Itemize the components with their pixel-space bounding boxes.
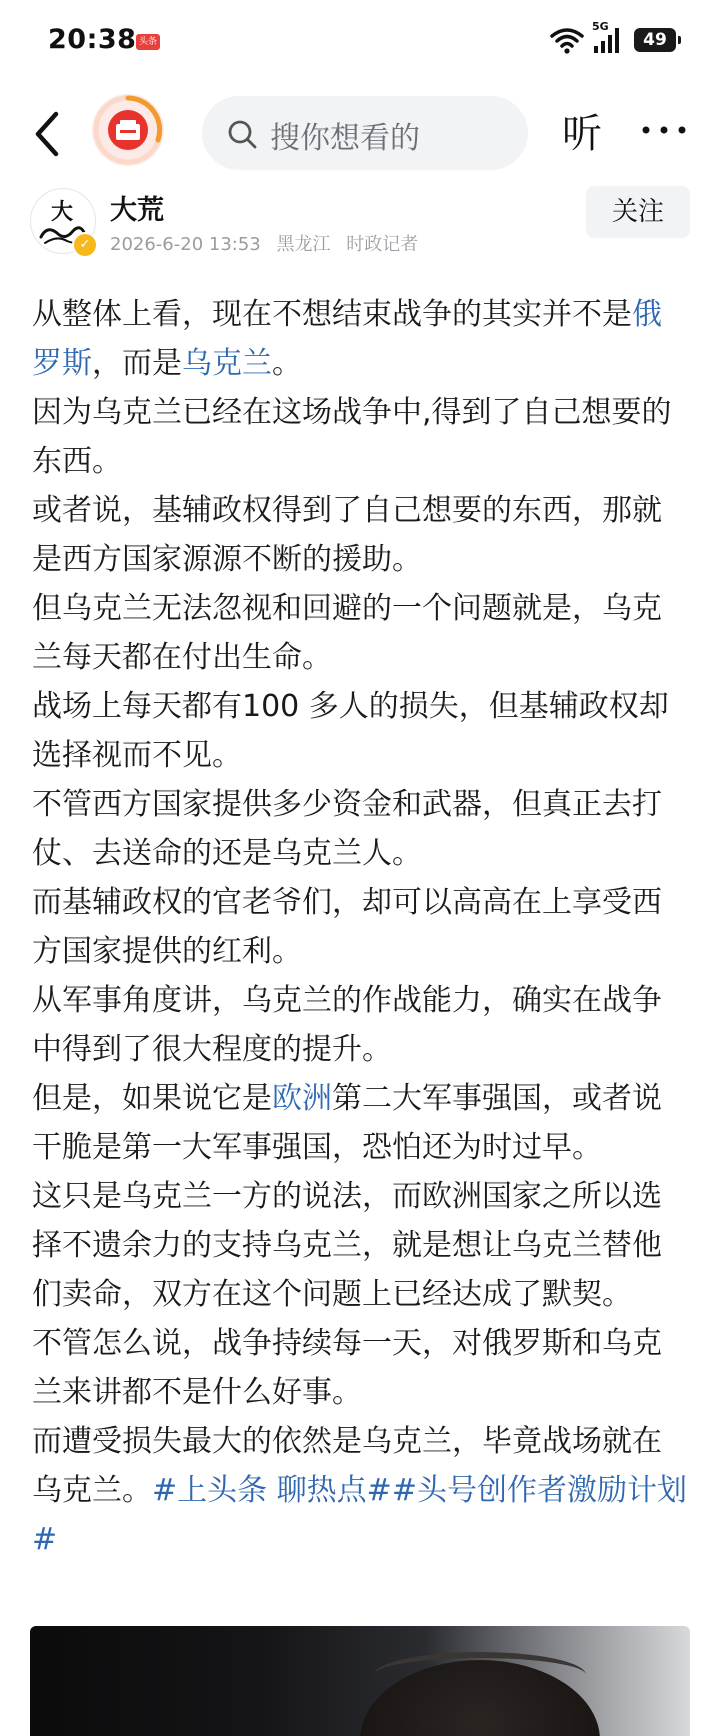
author-meta <box>110 230 428 256</box>
listen-button[interactable]: 听 <box>562 111 602 157</box>
article-paragraph <box>32 976 688 1074</box>
more-dots-icon[interactable] <box>640 120 688 140</box>
article-paragraph <box>32 1074 688 1172</box>
article-body <box>32 290 688 1564</box>
article-paragraph <box>32 1319 688 1417</box>
author-role: 时政记者 <box>346 234 419 255</box>
paragraph-text: 这只是乌克兰一方的说法，而欧洲国家之所以选择不遗余力的支持乌克兰，就是想让乌克兰替他们卖命，双方在这个问题上已经达成了默契。 <box>32 1179 662 1312</box>
article-paragraph <box>32 1172 688 1319</box>
paragraph-text: 从军事角度讲，乌克兰的作战能力，确实在战争中得到了很大程度的提升。 <box>32 983 662 1067</box>
paragraph-text: 而基辅政权的官老爷们，却可以高高在上享受西方国家提供的红利。 <box>32 885 662 969</box>
follow-button[interactable]: 关注 <box>586 186 690 238</box>
paragraph-text: 而遭受损失最大的依然是乌克兰，毕竟战场就在乌克兰。 <box>32 1424 662 1508</box>
entity-link[interactable]: 欧洲 <box>272 1081 332 1116</box>
paragraph-text: 从整体上看，现在不想结束战争的其实并不是 <box>32 297 632 332</box>
back-arrow-icon[interactable] <box>26 104 70 164</box>
article-paragraph <box>32 388 688 486</box>
battery-level: 49 <box>643 30 667 50</box>
search-placeholder: 搜你想看的 <box>270 121 420 156</box>
top-nav <box>0 90 720 180</box>
article-photo[interactable] <box>30 1626 690 1736</box>
author-location: 黑龙江 <box>276 234 331 255</box>
entity-link[interactable]: 俄罗斯 <box>32 297 662 381</box>
article-paragraph <box>32 290 688 388</box>
paragraph-text: 但乌克兰无法忽视和回避的一个问题就是，乌克兰每天都在付出生命。 <box>32 591 662 675</box>
battery-icon <box>634 28 676 52</box>
newspaper-icon <box>114 118 142 142</box>
paragraph-text: ，而是 <box>92 346 182 381</box>
app-logo-icon[interactable] <box>92 94 164 166</box>
article-paragraph <box>32 584 688 682</box>
article-paragraph <box>32 486 688 584</box>
paragraph-text: 或者说，基辅政权得到了自己想要的东西，那就是西方国家源源不断的援助。 <box>32 493 662 577</box>
author-name[interactable]: 大荒 <box>110 195 164 226</box>
status-time: 20:38 <box>48 24 137 55</box>
paragraph-text: 因为乌克兰已经在这场战争中,得到了自己想要的东西。 <box>32 395 672 479</box>
entity-link[interactable]: 乌克兰 <box>182 346 272 381</box>
wifi-icon <box>550 26 584 54</box>
signal-icon <box>592 24 624 54</box>
article-paragraph <box>32 1417 688 1564</box>
paragraph-text: 战场上每天都有100 多人的损失，但基辅政权却选择视而不见。 <box>32 689 669 773</box>
hashtag-link[interactable]: #上头条 聊热点# <box>152 1473 392 1508</box>
author-header <box>0 180 720 262</box>
paragraph-text: 不管怎么说，战争持续每一天，对俄罗斯和乌克兰来讲都不是什么好事。 <box>32 1326 662 1410</box>
search-input[interactable] <box>202 96 528 170</box>
app-notification-badge: 头条 <box>136 34 160 50</box>
article-paragraph <box>32 878 688 976</box>
search-icon <box>226 118 258 150</box>
article-paragraph <box>32 682 688 780</box>
paragraph-text: 不管西方国家提供多少资金和武器，但真正去打仗、去送命的还是乌克兰人。 <box>32 787 662 871</box>
article-paragraph <box>32 780 688 878</box>
avatar-text: 大 <box>51 200 74 225</box>
publish-date: 2026-6-20 13:53 <box>110 234 261 255</box>
paragraph-text: 第二大军事强国，或者说干脆是第一大军事强国，恐怕还为时过早。 <box>32 1081 662 1165</box>
paragraph-text: 但是，如果说它是 <box>32 1081 272 1116</box>
status-bar <box>0 0 720 84</box>
hashtag-link[interactable]: #头号创作者激励计划# <box>32 1473 687 1557</box>
verified-badge-icon: ✓ <box>72 232 98 258</box>
paragraph-text: 。 <box>272 346 302 381</box>
network-type-label: 5G <box>592 20 609 33</box>
